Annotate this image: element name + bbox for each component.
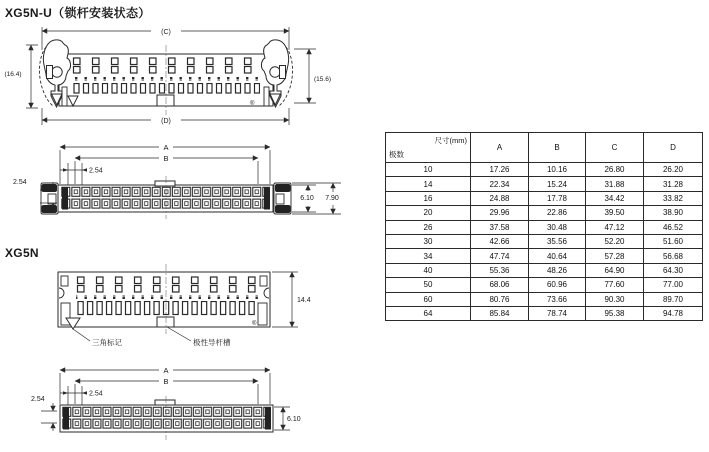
cell-poles: 34 xyxy=(386,249,471,263)
cell-d: 46.52 xyxy=(644,220,703,234)
dim-label-a: A xyxy=(163,143,169,152)
table-row xyxy=(386,220,703,234)
dim-label-row-pitch: 2.54 xyxy=(13,179,27,186)
cell-b: 78.74 xyxy=(529,306,586,320)
cell-poles: 20 xyxy=(386,206,471,220)
table-row xyxy=(386,234,703,248)
col-header-c: C xyxy=(586,133,644,163)
dim-label-610: 6.10 xyxy=(300,195,314,202)
table-row xyxy=(386,177,703,191)
cell-a: 80.76 xyxy=(471,292,529,306)
cell-b: 30.48 xyxy=(529,220,586,234)
table-corner-cell xyxy=(386,133,471,163)
cell-c: 34.42 xyxy=(586,191,644,205)
cell-c: 26.80 xyxy=(586,163,644,177)
registered-mark: ® xyxy=(252,321,257,327)
dim-label-pitch: 2.54 xyxy=(89,167,103,175)
cell-a: 47.74 xyxy=(471,249,529,263)
xg5n-top-view-drawing xyxy=(58,264,311,347)
xg5nu-front-view-drawing xyxy=(13,142,341,219)
cell-d: 94.78 xyxy=(644,306,703,320)
cell-a: 68.06 xyxy=(471,278,529,292)
pin-number-ticks xyxy=(76,295,258,299)
dim-label-b: B xyxy=(163,154,169,163)
section-title-xg5nu: XG5N-U（锁杆安装状态） xyxy=(5,6,151,20)
end-cap-right xyxy=(274,183,291,214)
polarity-guide-notch xyxy=(157,95,174,106)
table-row xyxy=(386,292,703,306)
contact-pairs-row xyxy=(76,276,258,293)
cell-d: 77.00 xyxy=(644,278,703,292)
triangle-mark-label: 三角标记 xyxy=(92,338,122,347)
slot-row xyxy=(76,301,258,316)
dim-label-144: 14.4 xyxy=(297,297,311,304)
polarity-tab xyxy=(155,400,175,405)
cell-poles: 30 xyxy=(386,234,471,248)
cell-d: 38.90 xyxy=(644,206,703,220)
table-row xyxy=(386,191,703,205)
cell-b: 40.64 xyxy=(529,249,586,263)
dim-label-d: (D) xyxy=(161,118,171,125)
table-row xyxy=(386,306,703,320)
col-header-b: B xyxy=(529,133,586,163)
cell-c: 77.60 xyxy=(586,278,644,292)
table-row xyxy=(386,263,703,277)
cell-a: 55.36 xyxy=(471,263,529,277)
cell-d: 64.30 xyxy=(644,263,703,277)
cell-a: 29.96 xyxy=(471,206,529,220)
cell-b: 35.56 xyxy=(529,234,586,248)
cell-b: 22.86 xyxy=(529,206,586,220)
cell-a: 22.34 xyxy=(471,177,529,191)
cell-poles: 14 xyxy=(386,177,471,191)
dimensions-table xyxy=(385,132,703,321)
cell-c: 52.20 xyxy=(586,234,644,248)
dim-label-b: B xyxy=(163,377,169,386)
col-header-a: A xyxy=(471,133,529,163)
cell-d: 51.60 xyxy=(644,234,703,248)
cell-poles: 26 xyxy=(386,220,471,234)
cell-b: 17.78 xyxy=(529,191,586,205)
registered-mark: ® xyxy=(250,101,255,107)
dim-label-pitch: 2.54 xyxy=(89,390,103,398)
xg5nu-top-view-drawing xyxy=(5,26,331,125)
cell-c: 95.38 xyxy=(586,306,644,320)
cell-poles: 64 xyxy=(386,306,471,320)
dim-label-c: (C) xyxy=(161,29,171,36)
cell-b: 60.96 xyxy=(529,278,586,292)
cell-c: 39.50 xyxy=(586,206,644,220)
cell-d: 33.82 xyxy=(644,191,703,205)
table-header-row xyxy=(386,133,703,163)
cell-poles: 16 xyxy=(386,191,471,205)
cell-a: 24.88 xyxy=(471,191,529,205)
cell-poles: 60 xyxy=(386,292,471,306)
cell-d: 56.68 xyxy=(644,249,703,263)
end-cap-left xyxy=(41,183,58,214)
polarity-guide-label: 极性导杆槽 xyxy=(193,338,231,347)
contact-grid xyxy=(62,407,271,431)
cell-a: 42.66 xyxy=(471,234,529,248)
cell-b: 73.66 xyxy=(529,292,586,306)
cell-c: 57.28 xyxy=(586,249,644,263)
xg5n-front-view-drawing xyxy=(31,365,301,440)
corner-label-poles: 极数 xyxy=(389,150,404,159)
cell-a: 17.26 xyxy=(471,163,529,177)
cell-poles: 10 xyxy=(386,163,471,177)
cell-b: 10.16 xyxy=(529,163,586,177)
dim-label-610: 6.10 xyxy=(287,416,301,423)
cell-c: 31.88 xyxy=(586,177,644,191)
table-row xyxy=(386,278,703,292)
dim-label-row-pitch: 2.54 xyxy=(31,396,45,403)
cell-b: 48.26 xyxy=(529,263,586,277)
cell-a: 37.58 xyxy=(471,220,529,234)
dim-label-a: A xyxy=(163,366,169,375)
contact-grid xyxy=(61,187,270,211)
section-title-xg5n: XG5N xyxy=(5,246,39,260)
dim-label-156: (15.6) xyxy=(314,76,331,83)
cell-poles: 50 xyxy=(386,278,471,292)
cell-c: 90.30 xyxy=(586,292,644,306)
table-row xyxy=(386,206,703,220)
cell-c: 64.90 xyxy=(586,263,644,277)
cell-poles: 40 xyxy=(386,263,471,277)
table-row xyxy=(386,249,703,263)
dim-label-790: 7.90 xyxy=(325,195,339,202)
dim-label-164: (16.4) xyxy=(4,71,22,78)
polarity-guide-notch xyxy=(157,317,174,327)
cell-a: 85.84 xyxy=(471,306,529,320)
cell-d: 26.20 xyxy=(644,163,703,177)
table-row xyxy=(386,163,703,177)
col-header-d: D xyxy=(644,133,703,163)
corner-label-size: 尺寸(mm) xyxy=(434,136,467,145)
polarity-tab xyxy=(155,181,175,186)
cell-b: 15.24 xyxy=(529,177,586,191)
cell-d: 89.70 xyxy=(644,292,703,306)
cell-c: 47.12 xyxy=(586,220,644,234)
cell-d: 31.28 xyxy=(644,177,703,191)
